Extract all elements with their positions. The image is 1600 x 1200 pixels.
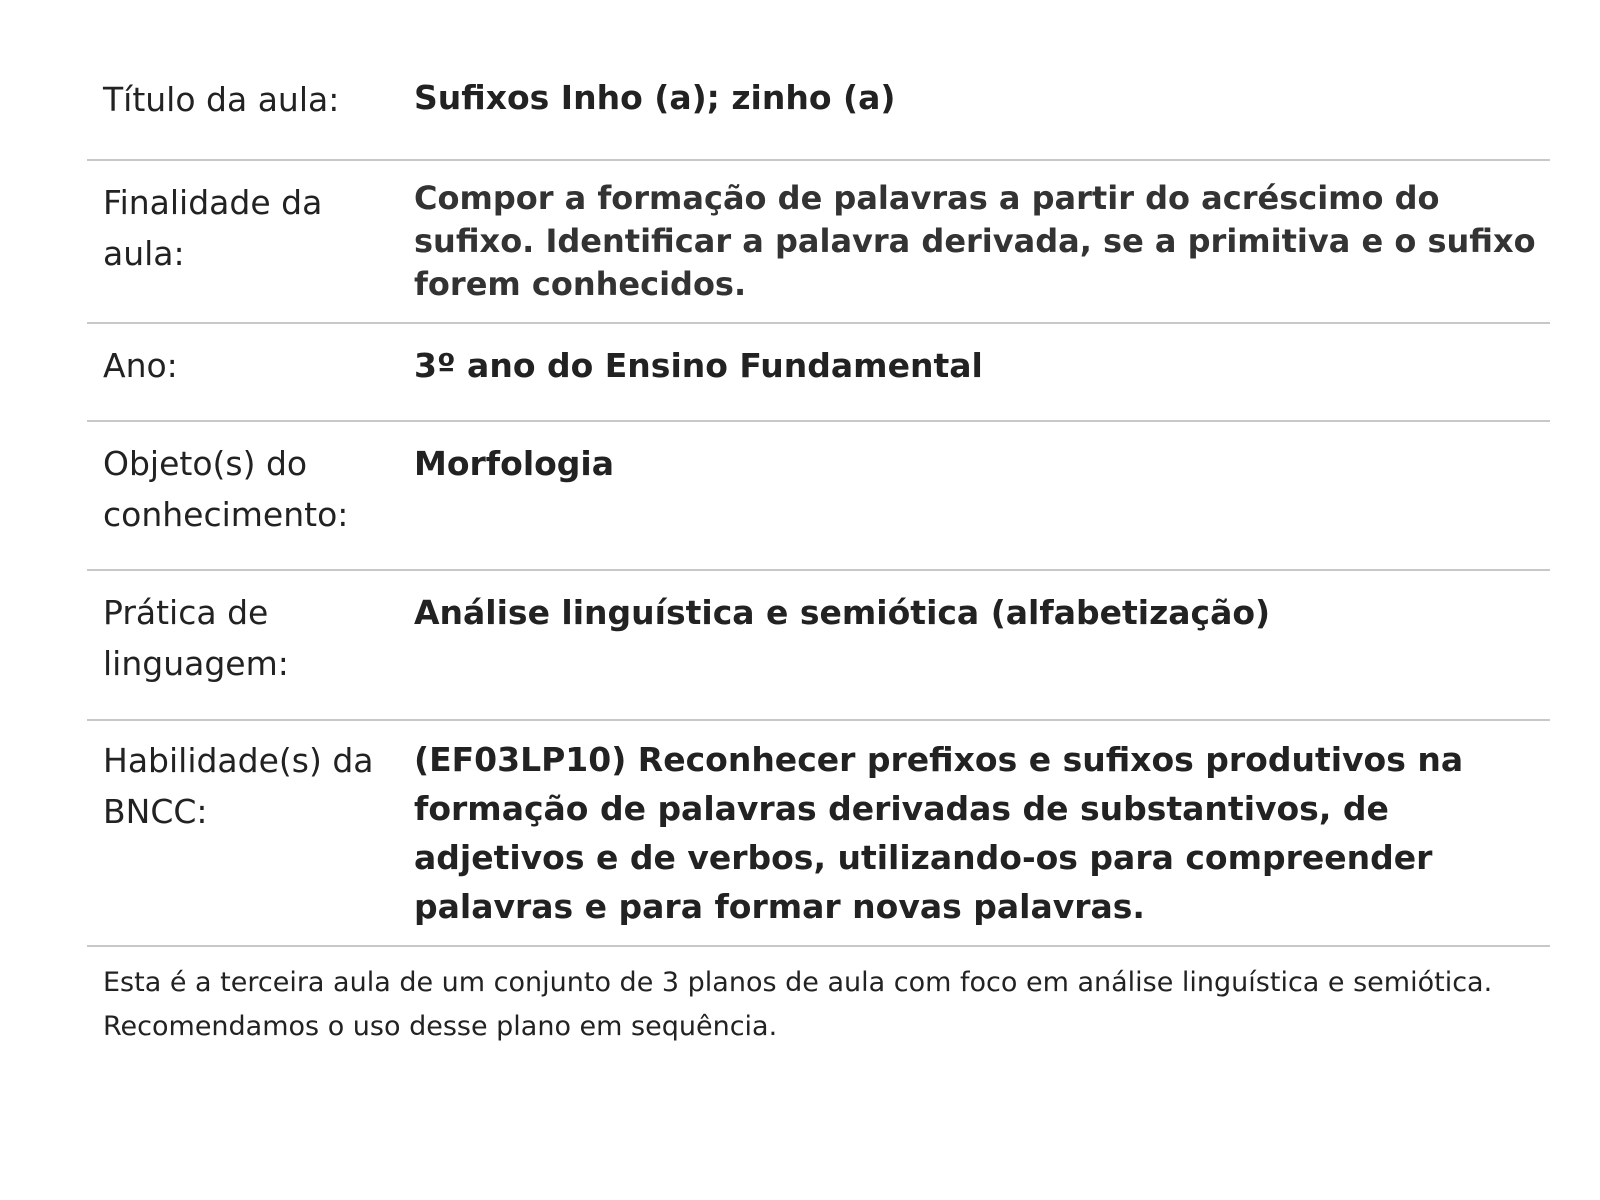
lesson-purpose-value: Compor a formação de palavras a partir do acréscimo do sufixo. Identificar a palavra derivada, se a primitiva e o sufixo forem conhecidos. [414, 179, 1536, 303]
row-bncc-skills [87, 721, 1550, 947]
lesson-info-table [87, 48, 1550, 1049]
lesson-purpose-label: Finalidade da aula: [103, 183, 323, 273]
sequence-note: Esta é a terceira aula de um conjunto de 3 planos de aula com foco em análise linguística e semiótica. Recomendamos o uso desse plano em sequência. [103, 967, 1493, 1042]
row-language-practice [87, 571, 1550, 721]
row-lesson-title [87, 48, 1550, 161]
language-practice-label: Prática de linguagem: [103, 593, 289, 683]
school-year-label: Ano: [103, 346, 178, 385]
language-practice-value: Análise linguística e semiótica (alfabetização) [414, 593, 1271, 632]
row-lesson-purpose [87, 161, 1550, 324]
lesson-title-value: Sufixos Inho (a); zinho (a) [414, 78, 896, 117]
bncc-skills-value: (EF03LP10) Reconhecer prefixos e sufixos produtivos na formação de palavras derivadas de substantivos, de adjetivos e de verbos, utilizando-os para compreender palavras e para formar novas palavras. [414, 740, 1464, 926]
bncc-skills-label: Habilidade(s) da BNCC: [103, 741, 374, 831]
knowledge-objects-value: Morfologia [414, 444, 614, 483]
row-knowledge-objects [87, 422, 1550, 571]
knowledge-objects-label: Objeto(s) do conhecimento: [103, 444, 349, 534]
lesson-title-label: Título da aula: [103, 80, 340, 119]
school-year-value: 3º ano do Ensino Fundamental [414, 346, 983, 385]
row-school-year [87, 324, 1550, 422]
